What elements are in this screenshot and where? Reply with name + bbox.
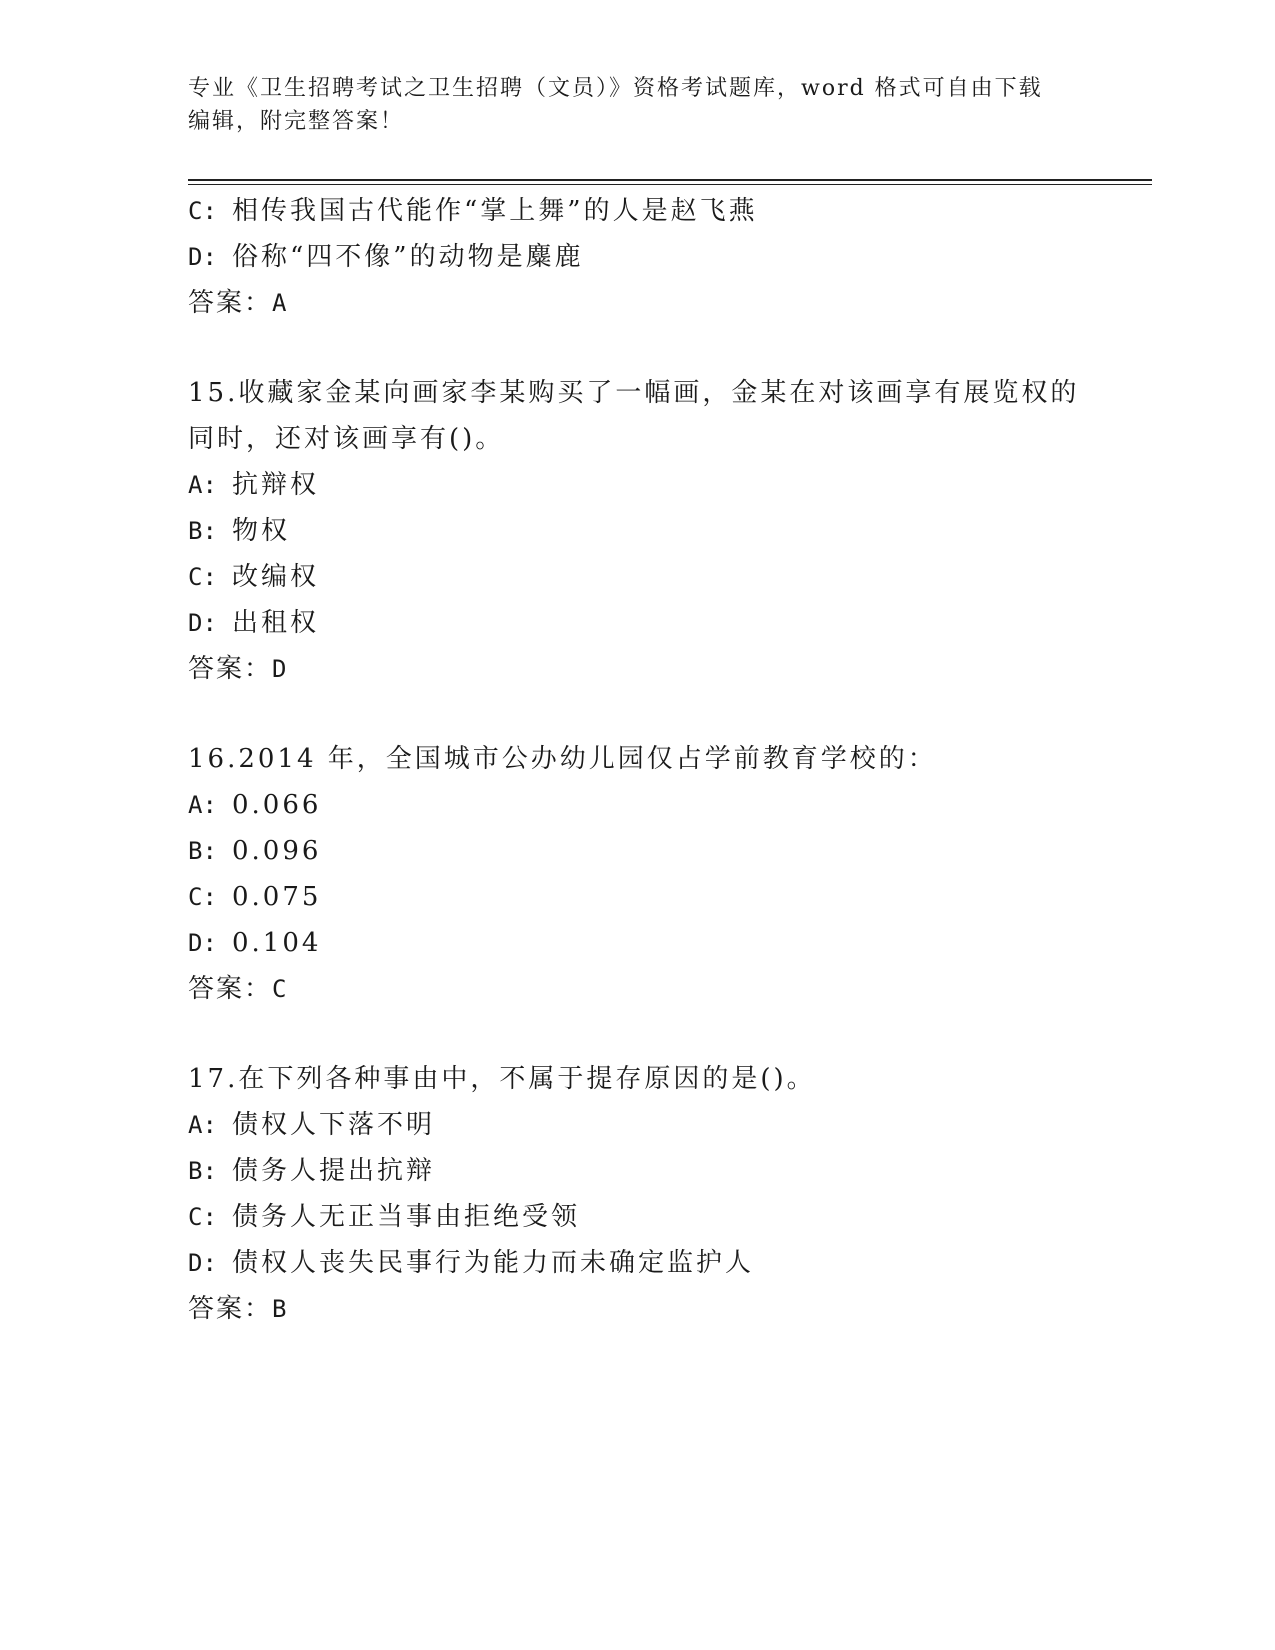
answer-line (188, 646, 1128, 692)
option-letter: D: (188, 929, 217, 957)
option-text: 债权人下落不明 (232, 1110, 436, 1140)
option-letter: A: (188, 471, 217, 499)
option-text: 0.066 (232, 790, 322, 820)
option-letter: A: (188, 791, 217, 819)
option-a (188, 462, 1128, 508)
option-letter: D: (188, 243, 217, 271)
answer-value: C (272, 975, 289, 1003)
option-text: 债权人丧失民事行为能力而未确定监护人 (232, 1248, 755, 1278)
spacer (188, 692, 1128, 736)
answer-value: B (272, 1295, 289, 1323)
option-letter: C: (188, 1203, 217, 1231)
option-letter: D: (188, 609, 217, 637)
option-b (188, 1148, 1128, 1194)
previous-question-tail (188, 188, 1128, 326)
option-text: 物权 (232, 516, 291, 546)
option-text: 改编权 (232, 562, 320, 592)
question-stem: 17.在下列各种事由中，不属于提存原因的是()。 (188, 1064, 816, 1094)
option-text: 0.104 (232, 928, 322, 958)
question-content (188, 188, 1128, 1332)
answer-value: D (272, 655, 289, 683)
option-text: 0.075 (232, 882, 322, 912)
question-stem: 15.收藏家金某向画家李某购买了一幅画，金某在对该画享有展览权的 (188, 378, 1080, 408)
option-d (188, 234, 1128, 280)
answer-value: A (272, 289, 289, 317)
header-line-2: 编辑，附完整答案！ (188, 109, 405, 134)
answer-line (188, 966, 1128, 1012)
option-text: 债务人提出抗辩 (232, 1156, 436, 1186)
option-c (188, 1194, 1128, 1240)
option-letter: D: (188, 1249, 217, 1277)
option-text: 0.096 (232, 836, 322, 866)
option-d (188, 600, 1128, 646)
spacer (188, 326, 1128, 370)
question-stem-continued: 同时，还对该画享有()。 (188, 424, 505, 454)
option-letter: C: (188, 883, 217, 911)
answer-line (188, 1286, 1128, 1332)
question-16 (188, 736, 1128, 1012)
option-text: 俗称“四不像”的动物是麋鹿 (232, 242, 584, 272)
option-b (188, 828, 1128, 874)
question-stem: 16.2014 年，全国城市公办幼儿园仅占学前教育学校的： (188, 744, 937, 774)
option-text: 相传我国古代能作“掌上舞”的人是赵飞燕 (232, 196, 758, 226)
header-line-1: 专业《卫生招聘考试之卫生招聘（文员）》资格考试题库，word 格式可自由下载 (188, 76, 1043, 101)
option-d (188, 920, 1128, 966)
question-17 (188, 1056, 1128, 1332)
option-letter: B: (188, 517, 217, 545)
header-divider-thick (188, 179, 1152, 181)
option-c (188, 188, 1128, 234)
option-text: 抗辩权 (232, 470, 320, 500)
option-letter: C: (188, 563, 217, 591)
document-header (188, 72, 1088, 138)
header-divider-thin (188, 184, 1152, 185)
option-c (188, 874, 1128, 920)
option-d (188, 1240, 1128, 1286)
option-text: 债务人无正当事由拒绝受领 (232, 1202, 581, 1232)
answer-line (188, 280, 1128, 326)
option-b (188, 508, 1128, 554)
option-a (188, 1102, 1128, 1148)
question-15 (188, 370, 1128, 692)
option-letter: A: (188, 1111, 217, 1139)
spacer (188, 1012, 1128, 1056)
answer-label: 答案： (188, 1294, 273, 1324)
option-letter: C: (188, 197, 217, 225)
answer-label: 答案： (188, 288, 273, 318)
option-c (188, 554, 1128, 600)
answer-label: 答案： (188, 654, 273, 684)
option-a (188, 782, 1128, 828)
option-letter: B: (188, 837, 217, 865)
answer-label: 答案： (188, 974, 273, 1004)
option-text: 出租权 (232, 608, 320, 638)
option-letter: B: (188, 1157, 217, 1185)
